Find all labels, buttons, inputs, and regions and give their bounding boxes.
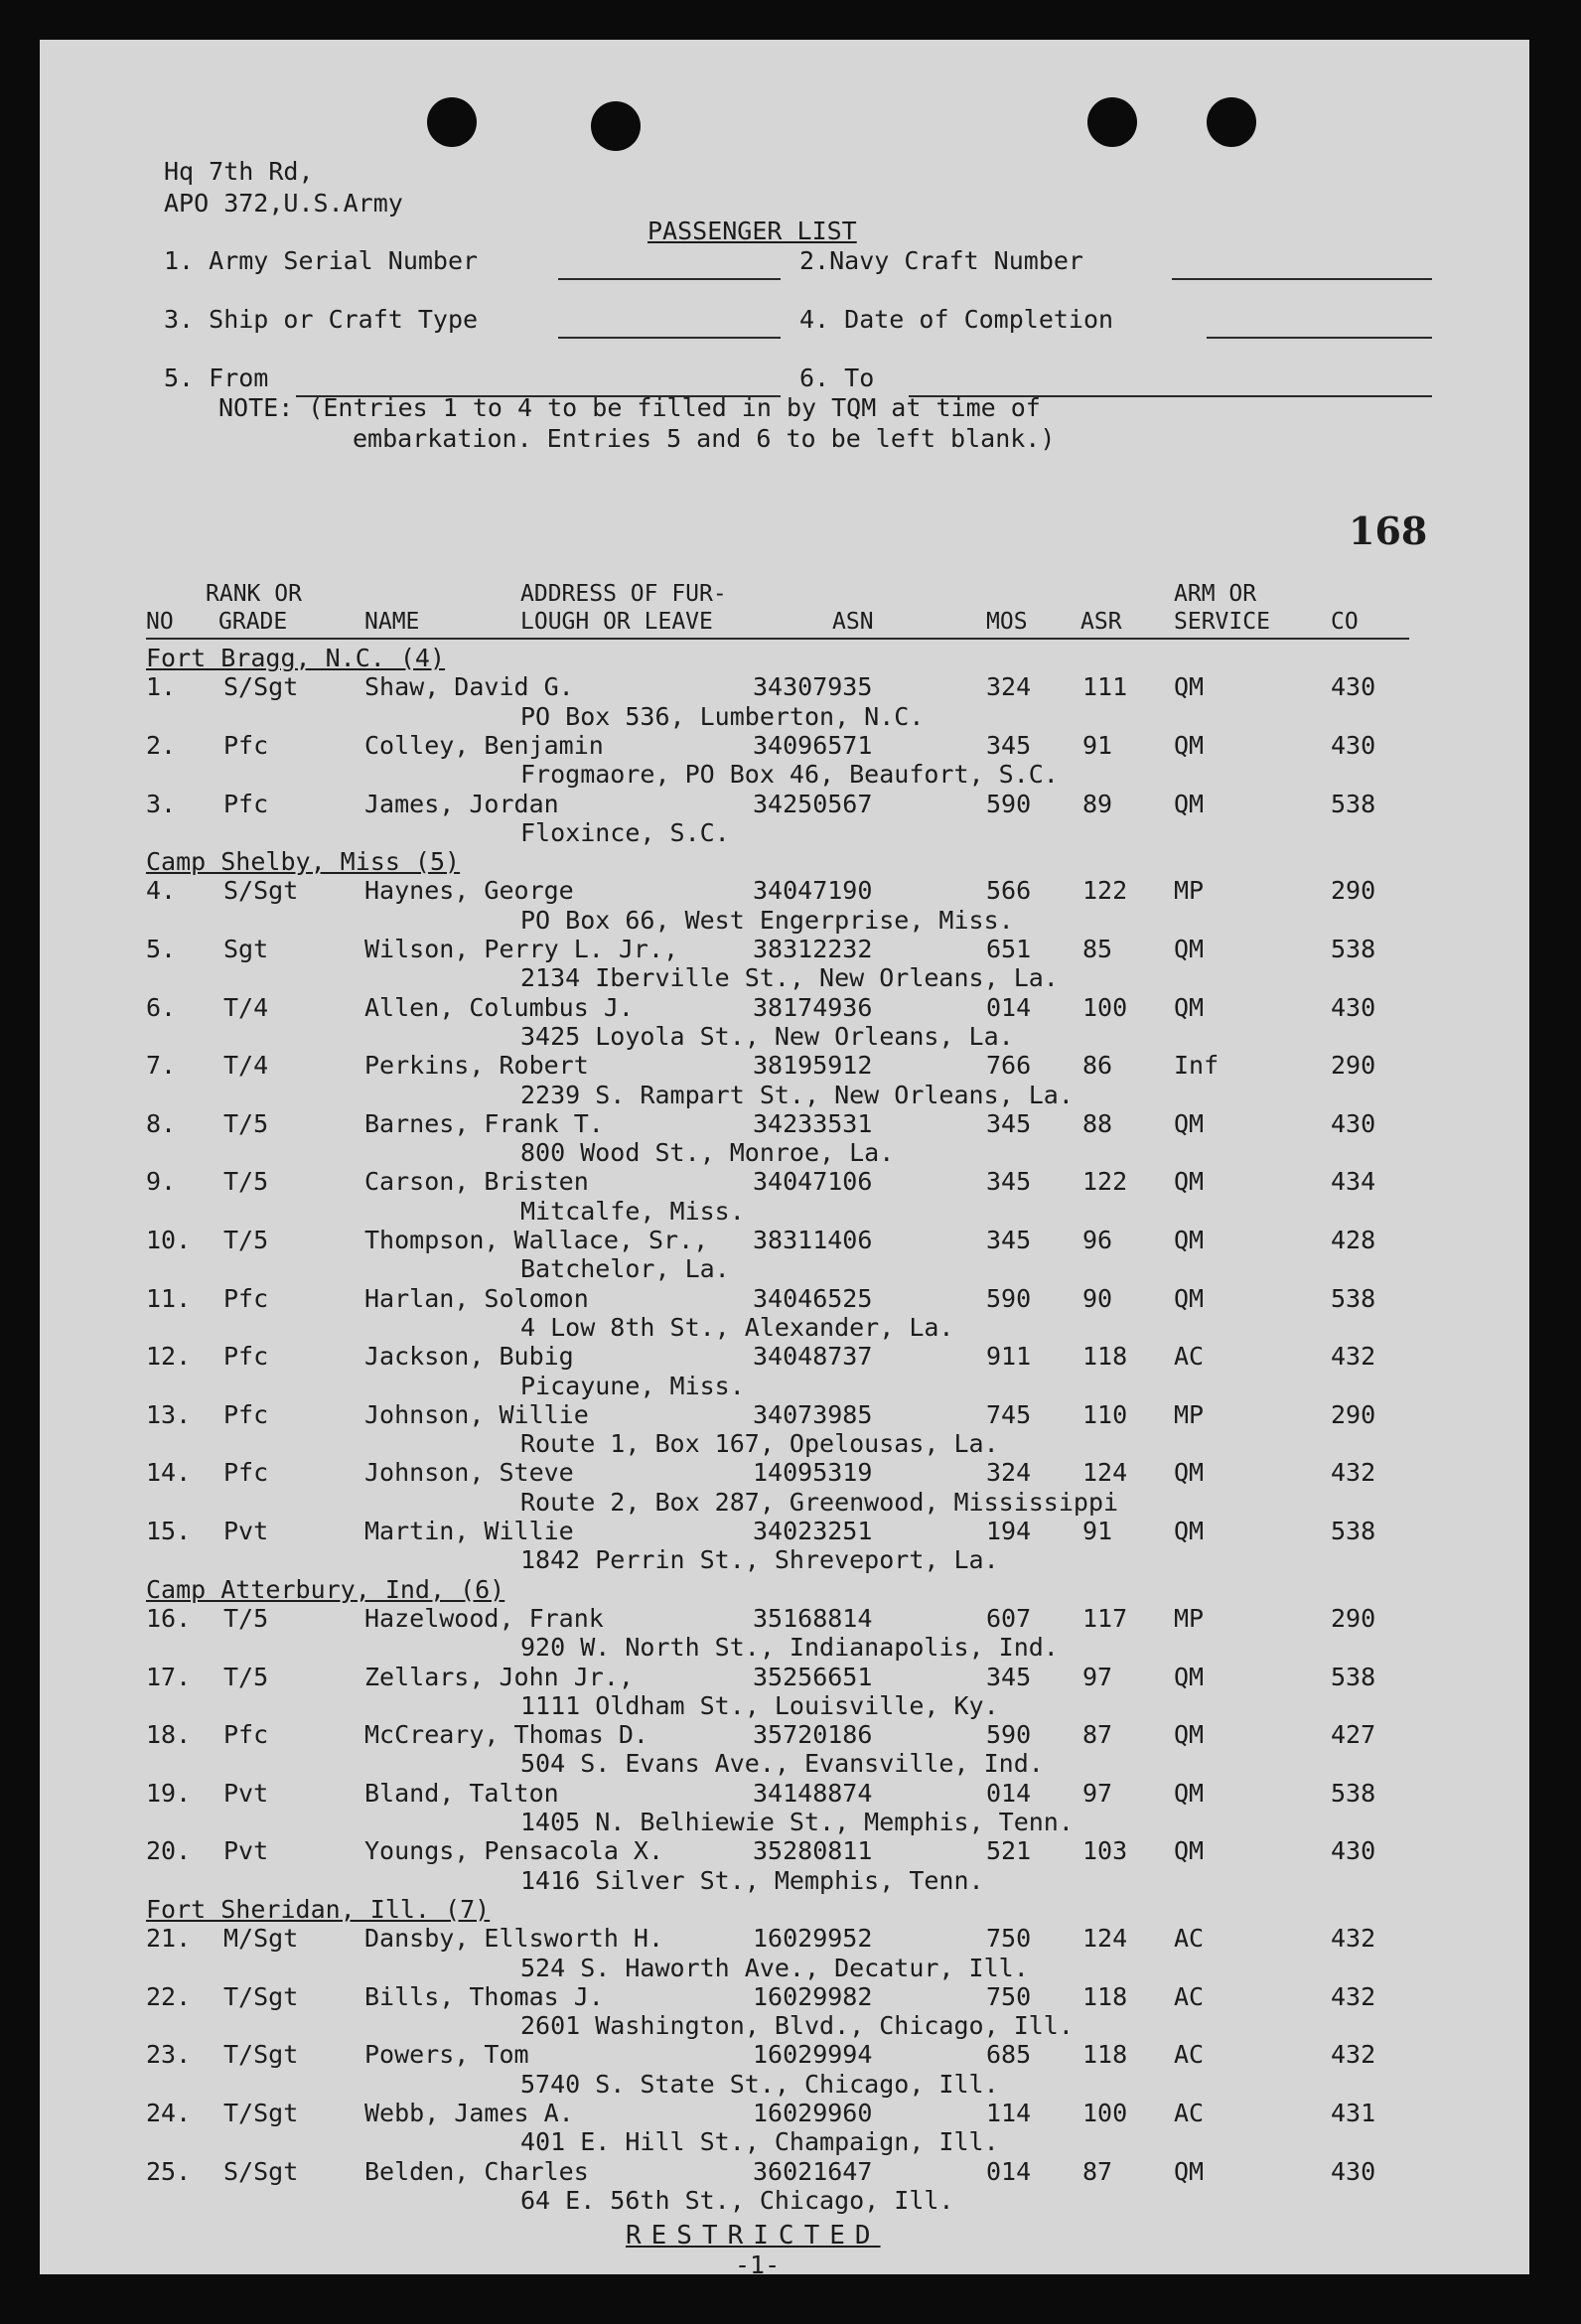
row-address: Floxince, S.C. xyxy=(520,817,730,847)
row-number: 4. xyxy=(146,876,177,906)
restricted-stamp: RESTRICTED xyxy=(626,2221,881,2251)
row-arm: AC xyxy=(1174,1981,1205,2011)
field-navy-craft-label: 2.Navy Craft Number xyxy=(799,246,1083,275)
group-label: Fort Bragg, N.C. (4) xyxy=(146,644,446,672)
row-number: 10. xyxy=(146,1226,192,1254)
row-arm: QM xyxy=(1174,935,1205,963)
row-number: 6. xyxy=(146,992,177,1022)
row-asr: 118 xyxy=(1082,1981,1128,2011)
row-asr: 96 xyxy=(1082,1226,1113,1254)
row-name: Bland, Talton xyxy=(364,1778,559,1808)
row-rank: Pvt xyxy=(223,1778,269,1808)
row-co: 430 xyxy=(1331,2156,1376,2186)
row-asn: 36021647 xyxy=(753,2156,873,2186)
row-co: 432 xyxy=(1331,1458,1376,1488)
row-arm: AC xyxy=(1174,1342,1205,1372)
row-asr: 85 xyxy=(1082,935,1113,963)
row-number: 20. xyxy=(146,1836,192,1866)
row-co: 430 xyxy=(1331,992,1376,1022)
row-co: 290 xyxy=(1331,1051,1376,1081)
row-arm: QM xyxy=(1174,1720,1205,1750)
row-co: 538 xyxy=(1331,935,1376,963)
row-number: 11. xyxy=(146,1283,192,1313)
row-asn: 35256651 xyxy=(753,1662,873,1691)
row-arm: AC xyxy=(1174,2040,1205,2070)
row-arm: QM xyxy=(1174,1458,1205,1488)
row-mos: 651 xyxy=(986,935,1032,963)
row-name: Zellars, John Jr., xyxy=(364,1662,634,1691)
row-asn: 16029952 xyxy=(753,1924,873,1954)
row-number: 23. xyxy=(146,2040,192,2070)
row-address: 524 S. Haworth Ave., Decatur, Ill. xyxy=(520,1953,1029,1982)
row-asr: 122 xyxy=(1082,1167,1128,1197)
row-asr: 110 xyxy=(1082,1399,1128,1429)
row-rank: S/Sgt xyxy=(223,672,299,702)
row-co: 431 xyxy=(1331,2099,1376,2127)
row-rank: T/Sgt xyxy=(223,1981,299,2011)
row-name: Johnson, Steve xyxy=(364,1458,574,1488)
field-completion-date-blank xyxy=(1207,337,1432,339)
row-number: 5. xyxy=(146,935,177,963)
col-header-address-top: ADDRESS OF FUR- xyxy=(520,581,727,607)
row-address: 1842 Perrin St., Shreveport, La. xyxy=(520,1545,999,1575)
row-address: 2134 Iberville St., New Orleans, La. xyxy=(520,963,1059,993)
row-arm: QM xyxy=(1174,1108,1205,1138)
row-name: Carson, Bristen xyxy=(364,1167,589,1197)
row-asr: 91 xyxy=(1082,730,1113,760)
row-asn: 34233531 xyxy=(753,1108,873,1138)
row-number: 7. xyxy=(146,1051,177,1081)
row-rank: Pfc xyxy=(223,1458,269,1488)
row-number: 12. xyxy=(146,1342,192,1372)
row-asn: 34047106 xyxy=(753,1167,873,1197)
row-asr: 124 xyxy=(1082,1458,1128,1488)
row-number: 14. xyxy=(146,1458,192,1488)
row-rank: S/Sgt xyxy=(223,2156,299,2186)
row-name: Johnson, Willie xyxy=(364,1399,589,1429)
row-mos: 194 xyxy=(986,1517,1032,1545)
row-co: 428 xyxy=(1331,1226,1376,1254)
row-number: 22. xyxy=(146,1981,192,2011)
punch-hole xyxy=(1207,97,1256,147)
row-name: Martin, Willie xyxy=(364,1517,574,1545)
row-asn: 34023251 xyxy=(753,1517,873,1545)
row-number: 18. xyxy=(146,1720,192,1750)
header-rule xyxy=(146,638,1409,640)
row-co: 432 xyxy=(1331,2040,1376,2070)
row-rank: T/5 xyxy=(223,1167,269,1197)
row-asn: 14095319 xyxy=(753,1458,873,1488)
row-name: Perkins, Robert xyxy=(364,1051,589,1081)
row-mos: 014 xyxy=(986,1778,1032,1808)
row-asr: 97 xyxy=(1082,1662,1113,1691)
row-name: McCreary, Thomas D. xyxy=(364,1720,648,1750)
row-rank: T/4 xyxy=(223,992,269,1022)
row-name: Webb, James A. xyxy=(364,2099,574,2127)
row-number: 24. xyxy=(146,2099,192,2127)
row-mos: 345 xyxy=(986,730,1032,760)
row-asn: 34307935 xyxy=(753,672,873,702)
row-address: 1405 N. Belhiewie St., Memphis, Tenn. xyxy=(520,1808,1074,1836)
row-number: 1. xyxy=(146,672,177,702)
footer-page-number: -1- xyxy=(735,2251,781,2279)
col-header-rank-top: RANK OR xyxy=(206,581,302,607)
row-co: 430 xyxy=(1331,672,1376,702)
row-asr: 103 xyxy=(1082,1836,1128,1866)
row-name: Dansby, Ellsworth H. xyxy=(364,1924,664,1954)
field-from-label: 5. From xyxy=(164,363,269,392)
row-mos: 014 xyxy=(986,2156,1032,2186)
row-name: Powers, Tom xyxy=(364,2040,529,2070)
row-mos: 324 xyxy=(986,1458,1032,1488)
note-line-2: embarkation. Entries 5 and 6 to be left blank.) xyxy=(353,424,1056,453)
row-rank: T/5 xyxy=(223,1108,269,1138)
row-name: Belden, Charles xyxy=(364,2156,589,2186)
col-header-arm-top: ARM OR xyxy=(1174,581,1257,607)
row-mos: 911 xyxy=(986,1342,1032,1372)
row-asn: 35280811 xyxy=(753,1836,873,1866)
row-asr: 87 xyxy=(1082,1720,1113,1750)
row-address: 800 Wood St., Monroe, La. xyxy=(520,1138,895,1168)
row-arm: QM xyxy=(1174,730,1205,760)
row-rank: T/5 xyxy=(223,1603,269,1633)
row-address: 920 W. North St., Indianapolis, Ind. xyxy=(520,1633,1059,1663)
row-rank: M/Sgt xyxy=(223,1924,299,1954)
row-rank: Pfc xyxy=(223,1283,269,1313)
row-number: 16. xyxy=(146,1603,192,1633)
row-arm: AC xyxy=(1174,1924,1205,1954)
col-header-co: CO xyxy=(1331,609,1359,635)
row-asn: 38174936 xyxy=(753,992,873,1022)
row-mos: 566 xyxy=(986,876,1032,906)
row-rank: Sgt xyxy=(223,935,269,963)
row-number: 17. xyxy=(146,1662,192,1691)
col-header-name: NAME xyxy=(364,609,420,635)
apo-line: APO 372,U.S.Army xyxy=(164,189,403,218)
row-asn: 38312232 xyxy=(753,935,873,963)
row-mos: 345 xyxy=(986,1167,1032,1197)
row-arm: QM xyxy=(1174,1517,1205,1545)
row-co: 538 xyxy=(1331,1283,1376,1313)
field-army-serial-label: 1. Army Serial Number xyxy=(164,246,479,275)
punch-hole xyxy=(427,97,477,147)
row-asn: 34148874 xyxy=(753,1778,873,1808)
row-mos: 590 xyxy=(986,789,1032,818)
row-asn: 38311406 xyxy=(753,1226,873,1254)
row-name: Haynes, George xyxy=(364,876,574,906)
col-header-address-bottom: LOUGH OR LEAVE xyxy=(520,609,713,635)
row-asr: 124 xyxy=(1082,1924,1128,1954)
row-address: Route 2, Box 287, Greenwood, Mississippi xyxy=(520,1487,1119,1517)
field-to-label: 6. To xyxy=(799,363,875,392)
row-address: Route 1, Box 167, Opelousas, La. xyxy=(520,1429,999,1459)
row-asn: 16029994 xyxy=(753,2040,873,2070)
row-address: 401 E. Hill St., Champaign, Ill. xyxy=(520,2127,999,2157)
row-asr: 88 xyxy=(1082,1108,1113,1138)
row-asn: 16029960 xyxy=(753,2099,873,2127)
row-arm: MP xyxy=(1174,876,1205,906)
row-arm: QM xyxy=(1174,1836,1205,1866)
row-asr: 122 xyxy=(1082,876,1128,906)
row-asn: 16029982 xyxy=(753,1981,873,2011)
row-rank: Pfc xyxy=(223,789,269,818)
row-rank: Pfc xyxy=(223,1399,269,1429)
punch-hole xyxy=(591,101,641,151)
note-line-1: NOTE: (Entries 1 to 4 to be filled in by TQM at time of xyxy=(218,393,1041,422)
row-asn: 35168814 xyxy=(753,1603,873,1633)
row-arm: QM xyxy=(1174,1226,1205,1254)
row-name: Wilson, Perry L. Jr., xyxy=(364,935,679,963)
row-co: 538 xyxy=(1331,1778,1376,1808)
row-asr: 97 xyxy=(1082,1778,1113,1808)
row-number: 9. xyxy=(146,1167,177,1197)
row-asr: 86 xyxy=(1082,1051,1113,1081)
row-number: 3. xyxy=(146,789,177,818)
row-asr: 87 xyxy=(1082,2156,1113,2186)
row-rank: T/5 xyxy=(223,1662,269,1691)
field-army-serial-blank xyxy=(558,278,781,280)
row-co: 290 xyxy=(1331,876,1376,906)
row-arm: QM xyxy=(1174,1778,1205,1808)
row-co: 427 xyxy=(1331,1720,1376,1750)
row-asr: 118 xyxy=(1082,1342,1128,1372)
punch-hole xyxy=(1087,97,1137,147)
row-mos: 014 xyxy=(986,992,1032,1022)
row-address: 64 E. 56th St., Chicago, Ill. xyxy=(520,2185,954,2215)
row-rank: T/Sgt xyxy=(223,2099,299,2127)
col-header-asr: ASR xyxy=(1080,609,1122,635)
col-header-no: NO xyxy=(146,609,174,635)
group-label: Fort Sheridan, Ill. (7) xyxy=(146,1894,491,1924)
row-rank: Pvt xyxy=(223,1517,269,1545)
row-mos: 114 xyxy=(986,2099,1032,2127)
row-name: James, Jordan xyxy=(364,789,559,818)
row-name: Shaw, David G. xyxy=(364,672,574,702)
row-name: Harlan, Solomon xyxy=(364,1283,589,1313)
row-mos: 521 xyxy=(986,1836,1032,1866)
row-number: 8. xyxy=(146,1108,177,1138)
row-arm: QM xyxy=(1174,672,1205,702)
row-arm: QM xyxy=(1174,992,1205,1022)
row-mos: 766 xyxy=(986,1051,1032,1081)
row-co: 290 xyxy=(1331,1399,1376,1429)
row-asr: 111 xyxy=(1082,672,1128,702)
row-name: Jackson, Bubig xyxy=(364,1342,574,1372)
row-rank: T/Sgt xyxy=(223,2040,299,2070)
col-header-asn: ASN xyxy=(832,609,874,635)
row-co: 538 xyxy=(1331,1517,1376,1545)
row-address: 2601 Washington, Blvd., Chicago, Ill. xyxy=(520,2011,1074,2041)
row-co: 430 xyxy=(1331,1836,1376,1866)
row-mos: 607 xyxy=(986,1603,1032,1633)
row-address: 1416 Silver St., Memphis, Tenn. xyxy=(520,1865,984,1895)
group-label: Camp Shelby, Miss (5) xyxy=(146,847,461,877)
row-arm: QM xyxy=(1174,1167,1205,1197)
row-asr: 91 xyxy=(1082,1517,1113,1545)
row-asn: 38195912 xyxy=(753,1051,873,1081)
row-mos: 590 xyxy=(986,1720,1032,1750)
row-address: 4 Low 8th St., Alexander, La. xyxy=(520,1312,954,1342)
row-co: 434 xyxy=(1331,1167,1376,1197)
row-rank: Pfc xyxy=(223,730,269,760)
row-arm: AC xyxy=(1174,2099,1205,2127)
row-rank: T/5 xyxy=(223,1226,269,1254)
row-name: Colley, Benjamin xyxy=(364,730,604,760)
row-rank: Pvt xyxy=(223,1836,269,1866)
row-name: Bills, Thomas J. xyxy=(364,1981,604,2011)
row-mos: 745 xyxy=(986,1399,1032,1429)
row-asr: 90 xyxy=(1082,1283,1113,1313)
row-rank: T/4 xyxy=(223,1051,269,1081)
row-asr: 100 xyxy=(1082,2099,1128,2127)
row-mos: 750 xyxy=(986,1924,1032,1954)
row-asn: 34250567 xyxy=(753,789,873,818)
row-co: 432 xyxy=(1331,1924,1376,1954)
col-header-rank-bottom: GRADE xyxy=(218,609,288,635)
row-arm: QM xyxy=(1174,789,1205,818)
field-ship-type-blank xyxy=(558,337,781,339)
row-mos: 345 xyxy=(986,1108,1032,1138)
col-header-arm-bottom: SERVICE xyxy=(1174,609,1270,635)
row-asn: 34096571 xyxy=(753,730,873,760)
row-asr: 118 xyxy=(1082,2040,1128,2070)
row-mos: 345 xyxy=(986,1226,1032,1254)
row-co: 432 xyxy=(1331,1981,1376,2011)
row-number: 21. xyxy=(146,1924,192,1954)
row-asn: 34048737 xyxy=(753,1342,873,1372)
row-number: 15. xyxy=(146,1517,192,1545)
row-name: Hazelwood, Frank xyxy=(364,1603,604,1633)
row-arm: MP xyxy=(1174,1603,1205,1633)
row-address: 1111 Oldham St., Louisville, Ky. xyxy=(520,1690,999,1720)
row-address: 504 S. Evans Ave., Evansville, Ind. xyxy=(520,1749,1044,1779)
row-address: Mitcalfe, Miss. xyxy=(520,1196,745,1226)
row-rank: Pfc xyxy=(223,1342,269,1372)
row-address: 3425 Loyola St., New Orleans, La. xyxy=(520,1021,1014,1051)
row-mos: 590 xyxy=(986,1283,1032,1313)
row-arm: QM xyxy=(1174,1283,1205,1313)
field-ship-type-label: 3. Ship or Craft Type xyxy=(164,305,479,334)
row-asn: 34047190 xyxy=(753,876,873,906)
row-address: Picayune, Miss. xyxy=(520,1371,745,1400)
group-label: Camp Atterbury, Ind, (6) xyxy=(146,1574,505,1604)
row-rank: Pfc xyxy=(223,1720,269,1750)
row-co: 538 xyxy=(1331,789,1376,818)
row-name: Youngs, Pensacola X. xyxy=(364,1836,664,1866)
row-co: 538 xyxy=(1331,1662,1376,1691)
row-asr: 117 xyxy=(1082,1603,1128,1633)
row-name: Allen, Columbus J. xyxy=(364,992,634,1022)
page-title: PASSENGER LIST xyxy=(647,217,857,245)
row-address: PO Box 536, Lumberton, N.C. xyxy=(520,701,925,731)
row-number: 2. xyxy=(146,730,177,760)
row-number: 25. xyxy=(146,2156,192,2186)
row-mos: 750 xyxy=(986,1981,1032,2011)
row-asn: 34073985 xyxy=(753,1399,873,1429)
row-address: 5740 S. State St., Chicago, Ill. xyxy=(520,2069,999,2099)
row-number: 19. xyxy=(146,1778,192,1808)
row-name: Barnes, Frank T. xyxy=(364,1108,604,1138)
row-asr: 100 xyxy=(1082,992,1128,1022)
row-co: 430 xyxy=(1331,730,1376,760)
row-rank: S/Sgt xyxy=(223,876,299,906)
row-number: 13. xyxy=(146,1399,192,1429)
row-address: Batchelor, La. xyxy=(520,1254,730,1284)
row-asr: 89 xyxy=(1082,789,1113,818)
row-arm: QM xyxy=(1174,2156,1205,2186)
row-asn: 34046525 xyxy=(753,1283,873,1313)
row-co: 432 xyxy=(1331,1342,1376,1372)
field-navy-craft-blank xyxy=(1172,278,1432,280)
col-header-mos: MOS xyxy=(986,609,1028,635)
row-name: Thompson, Wallace, Sr., xyxy=(364,1226,709,1254)
row-address: PO Box 66, West Engerprise, Miss. xyxy=(520,905,1014,935)
row-arm: Inf xyxy=(1174,1051,1220,1081)
row-mos: 685 xyxy=(986,2040,1032,2070)
row-mos: 345 xyxy=(986,1662,1032,1691)
row-asn: 35720186 xyxy=(753,1720,873,1750)
hq-line: Hq 7th Rd, xyxy=(164,157,314,186)
field-completion-date-label: 4. Date of Completion xyxy=(799,305,1114,334)
row-co: 430 xyxy=(1331,1108,1376,1138)
row-address: Frogmaore, PO Box 46, Beaufort, S.C. xyxy=(520,760,1059,790)
row-address: 2239 S. Rampart St., New Orleans, La. xyxy=(520,1080,1074,1109)
row-arm: MP xyxy=(1174,1399,1205,1429)
page-number: 168 xyxy=(1349,508,1428,553)
row-co: 290 xyxy=(1331,1603,1376,1633)
row-arm: QM xyxy=(1174,1662,1205,1691)
row-mos: 324 xyxy=(986,672,1032,702)
